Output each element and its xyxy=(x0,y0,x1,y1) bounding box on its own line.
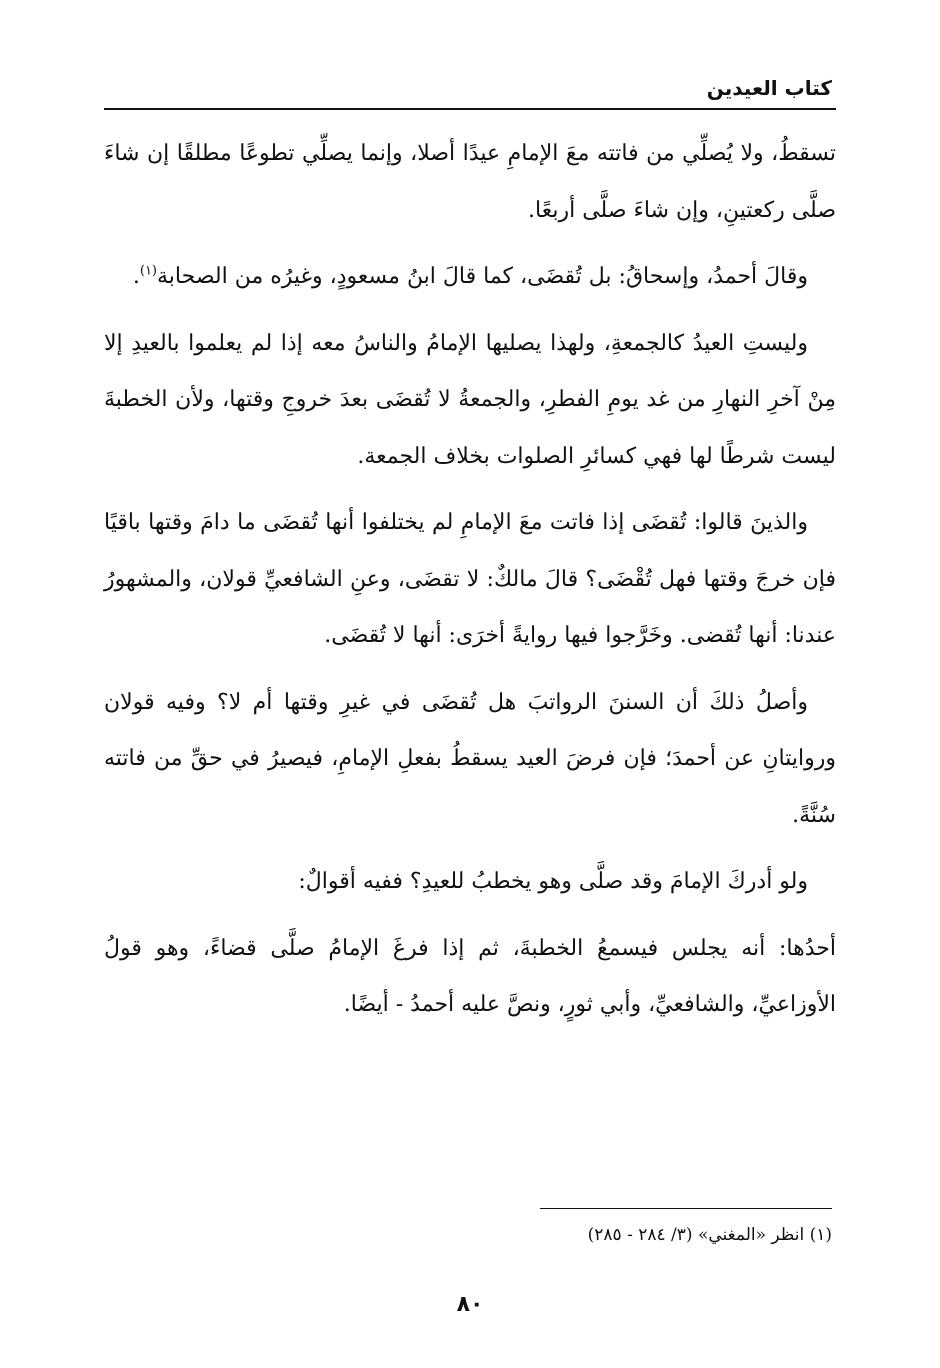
page-number: ٨٠ xyxy=(456,1292,484,1317)
paragraph-4: والذينَ قالوا: تُقضَى إذا فاتت معَ الإمامِ لم يختلفوا أنها تُقضَى ما دامَ وقتها باقيًا فإن خرجَ وقتها فهل تُقْضَى؟ قالَ مالكٌ: لا تقضَى، وعنِ الشافعيِّ قولان، والمشهورُ عندنا: أنها تُقضى. وخَرَّجوا فيها روايةً أخرَى: أنها لا تُقضَى. xyxy=(104,510,836,648)
footnote-reference[interactable]: (١) xyxy=(139,263,157,279)
footnote: (١) انظر «المغني» (٣/ ٢٨٤ - ٢٨٥) xyxy=(587,1225,832,1245)
footnote-rule xyxy=(540,1208,832,1209)
running-title: كتاب العيدين xyxy=(706,76,832,100)
paragraph-2-text: وقالَ أحمدُ، وإسحاقُ: بل تُقضَى، كما قالَ ابنُ مسعودٍ، وغيرُه من الصحابة xyxy=(157,264,808,289)
paragraph-2 xyxy=(104,249,836,306)
paragraph-6: ولو أدركَ الإمامَ وقد صلَّى وهو يخطبُ للعيدِ؟ ففيه أقوالٌ: xyxy=(298,869,808,894)
paragraph-7: أحدُها: أنه يجلس فيسمعُ الخطبةَ، ثم إذا فرغَ الإمامُ صلَّى قضاءً، وهو قولُ الأوزاعيِّ، والشافعيِّ، وأبي ثورٍ، ونصَّ عليه أحمدُ - أيضًا. xyxy=(104,935,836,1017)
header-rule xyxy=(104,108,836,110)
paragraph-3: وليستِ العيدُ كالجمعةِ، ولهذا يصليها الإمامُ والناسُ معه إذا لم يعلموا بالعيدِ إلا مِنْ آخرِ النهارِ من غد يومِ الفطرِ، والجمعةُ لا تُقضَى بعدَ خروجِ وقتها، ولأن الخطبةَ ليست شرطًا لها فهي كسائرِ الصلوات بخلاف الجمعة. xyxy=(104,330,836,469)
body-text xyxy=(104,126,836,1044)
paragraph-1: تسقطُ، ولا يُصلِّي من فاتته معَ الإمامِ عيدًا أصلا، وإنما يصلِّي تطوعًا مطلقًا إن شاءَ صلَّى ركعتينِ، وإن شاءَ صلَّى أربعًا. xyxy=(104,141,836,223)
paragraph-2-end: . xyxy=(132,264,140,289)
paragraph-5: وأصلُ ذلكَ أن السننَ الرواتبَ هل تُقضَى في غيرِ وقتها أم لا؟ وفيه قولان وروايتانِ عن أحمدَ؛ فإن فرضَ العيد يسقطُ بفعلِ الإمامِ، فيصيرُ في حقِّ من فاتته سُنَّةً. xyxy=(104,689,836,828)
